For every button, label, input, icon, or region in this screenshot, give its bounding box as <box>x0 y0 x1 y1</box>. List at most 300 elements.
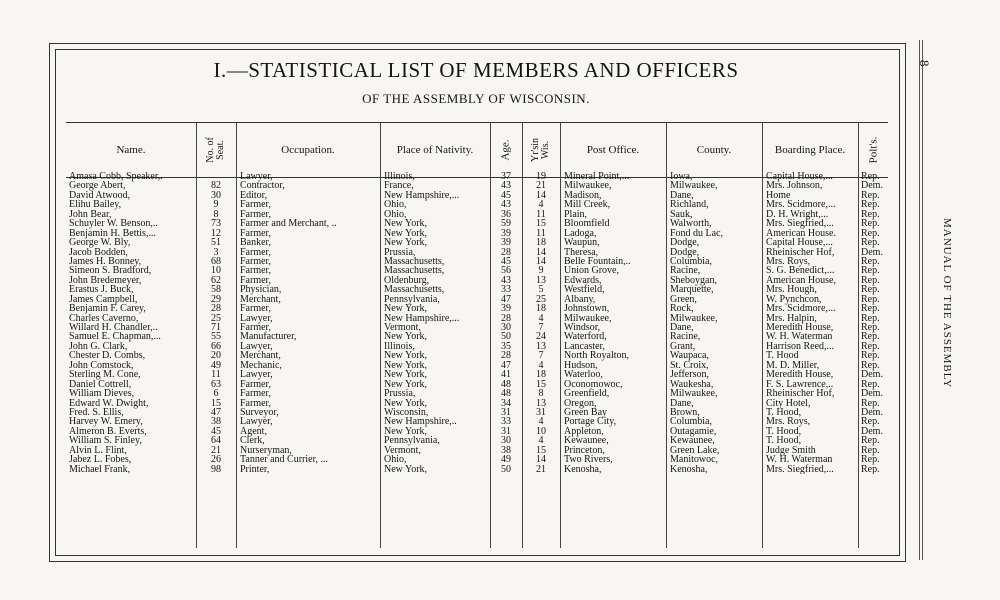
cell-post-office: Milwaukee, <box>564 312 612 324</box>
cell-years: 18 <box>536 369 546 381</box>
cell-name: Willard H. Chandler,.. <box>69 322 158 333</box>
cell-boarding: T. Hood, <box>766 406 802 418</box>
cell-years: 5 <box>538 284 544 296</box>
cell-politics: Dem. <box>861 388 883 400</box>
cell-occupation: Farmer, <box>240 274 271 286</box>
cell-county: Waupaca, <box>670 350 709 362</box>
cell-occupation: Farmer, <box>240 255 271 267</box>
cell-boarding: T. Hood <box>766 350 799 362</box>
cell-county: Manitowoc, <box>670 454 719 466</box>
cell-seat: 82 <box>211 180 221 192</box>
cell-seat: 55 <box>211 331 221 343</box>
cell-post-office: Kewaunee, <box>564 435 609 447</box>
cell-county: Sauk, <box>670 208 693 220</box>
cell-occupation: Tanner and Currier, ... <box>240 454 329 466</box>
cell-years: 25 <box>536 293 546 305</box>
header-county <box>666 122 762 178</box>
cell-occupation: Physician, <box>240 284 282 296</box>
cell-seat: 63 <box>211 378 221 390</box>
cell-age: 39 <box>501 303 511 315</box>
cell-age: 38 <box>501 444 511 456</box>
cell-politics: Rep. <box>861 331 880 343</box>
header-post-office-label: Post Office. <box>586 144 640 156</box>
cell-boarding: American House, <box>766 274 836 286</box>
cell-boarding: Mrs. Siegfried,... <box>766 218 834 230</box>
cell-politics: Dem. <box>861 246 883 258</box>
margin-rule-inner <box>922 40 923 560</box>
cell-nativity: New York, <box>384 331 428 343</box>
cell-politics: Dem. <box>861 406 883 418</box>
cell-county: Milwaukee, <box>670 180 718 192</box>
cell-county: Dane, <box>670 189 694 201</box>
cell-seat: 9 <box>213 199 219 211</box>
cell-post-office: Union Grove, <box>564 265 619 277</box>
cell-post-office: Greenfield, <box>564 388 610 400</box>
cell-name: William Dieves, <box>69 388 135 400</box>
cell-age: 45 <box>501 189 511 201</box>
cell-years: 31 <box>536 406 546 418</box>
cell-seat: 51 <box>211 237 221 249</box>
cell-county: Milwaukee, <box>670 388 718 400</box>
cell-politics: Rep. <box>861 274 880 286</box>
cell-post-office: Princeton, <box>564 444 605 456</box>
cell-nativity: Prussia, <box>384 246 416 258</box>
cell-name: Amasa Cobb, Speaker,. <box>69 172 163 182</box>
cell-age: 45 <box>501 255 511 267</box>
cell-politics: Rep. <box>861 293 880 305</box>
cell-politics: Rep. <box>861 444 880 456</box>
cell-nativity: Wisconsin, <box>384 406 429 418</box>
cell-politics: Rep. <box>861 208 880 220</box>
cell-county: Dane, <box>670 397 694 409</box>
header-nativity <box>380 122 490 178</box>
cell-politics: Rep. <box>861 435 880 447</box>
cell-occupation: Lawyer, <box>240 416 273 428</box>
cell-nativity: Oldenburg, <box>384 274 430 286</box>
column-rule <box>666 122 667 548</box>
cell-age: 41 <box>501 369 511 381</box>
cell-politics: Rep. <box>861 312 880 324</box>
cell-occupation: Manufacturer, <box>240 331 297 343</box>
cell-nativity: Ohio, <box>384 208 407 220</box>
cell-age: 47 <box>501 293 511 305</box>
cell-post-office: Oconomowoc, <box>564 378 623 390</box>
cell-post-office: Portage City, <box>564 416 617 428</box>
cell-occupation: Farmer, <box>240 227 271 239</box>
cell-county: Dane, <box>670 322 694 333</box>
cell-seat: 28 <box>211 303 221 315</box>
cell-occupation: Farmer and Merchant, .. <box>240 218 337 230</box>
cell-years: 14 <box>536 189 546 201</box>
cell-name: Alvin L. Flint, <box>69 444 127 456</box>
cell-nativity: New York, <box>384 359 428 371</box>
cell-name: John G. Clark, <box>69 340 128 352</box>
header-name-label: Name. <box>116 144 146 156</box>
cell-nativity: New Hampshire,... <box>384 189 460 201</box>
cell-years: 14 <box>536 454 546 466</box>
cell-county: Richland, <box>670 199 709 211</box>
cell-politics: Rep. <box>861 172 880 182</box>
cell-boarding: Harrison Reed,... <box>766 340 835 352</box>
header-name <box>66 122 196 178</box>
cell-name: James Campbell, <box>69 293 138 305</box>
cell-county: Sheboygan, <box>670 274 717 286</box>
cell-years: 14 <box>536 255 546 267</box>
cell-nativity: France, <box>384 180 414 192</box>
header-years-label: Yr'sin Wis. <box>530 137 551 163</box>
cell-nativity: New York, <box>384 369 428 381</box>
cell-post-office: Johnstown, <box>564 303 610 315</box>
cell-county: Kewaunee, <box>670 435 715 447</box>
cell-years: 4 <box>538 199 544 211</box>
cell-seat: 45 <box>211 425 221 437</box>
cell-occupation: Banker, <box>240 237 271 249</box>
cell-seat: 11 <box>211 369 221 381</box>
cell-post-office: Waterford, <box>564 331 607 343</box>
cell-name: Chester D. Combs, <box>69 350 146 362</box>
cell-years: 13 <box>536 274 546 286</box>
cell-county: Jefferson, <box>670 369 709 381</box>
cell-county: Dodge, <box>670 237 700 249</box>
cell-years: 24 <box>536 331 546 343</box>
cell-boarding: Meredith House, <box>766 322 834 333</box>
cell-occupation: Lawyer, <box>240 172 273 182</box>
header-seat <box>196 122 236 178</box>
cell-age: 28 <box>501 246 511 258</box>
cell-years: 7 <box>538 350 544 362</box>
cell-politics: Rep. <box>861 303 880 315</box>
column-post-office <box>564 172 664 474</box>
cell-county: Milwaukee, <box>670 312 718 324</box>
cell-politics: Rep. <box>861 397 880 409</box>
cell-politics: Rep. <box>861 454 880 466</box>
cell-seat: 12 <box>211 227 221 239</box>
page-subtitle: OF THE ASSEMBLY OF WISCONSIN. <box>362 91 590 106</box>
cell-nativity: New York, <box>384 463 428 474</box>
cell-years: 11 <box>536 227 546 239</box>
header-occupation <box>236 122 380 178</box>
cell-post-office: North Royalton, <box>564 350 629 362</box>
cell-occupation: Editor, <box>240 189 268 201</box>
cell-seat: 25 <box>211 312 221 324</box>
margin-rule <box>919 40 920 560</box>
column-rule <box>380 122 381 548</box>
cell-seat: 3 <box>213 246 219 258</box>
cell-name: Harvey W. Emery, <box>69 416 143 428</box>
cell-seat: 26 <box>211 454 221 466</box>
header-occupation-label: Occupation. <box>281 144 335 156</box>
cell-name: Benjamin H. Bettis,... <box>69 227 156 239</box>
cell-boarding: Home <box>766 189 791 201</box>
cell-seat: 66 <box>211 340 221 352</box>
column-rule <box>762 122 763 548</box>
cell-age: 59 <box>501 218 511 230</box>
cell-age: 33 <box>501 284 511 296</box>
cell-boarding: T. Hood, <box>766 425 802 437</box>
cell-name: James H. Bonney, <box>69 255 142 267</box>
cell-nativity: New York, <box>384 425 428 437</box>
cell-politics: Rep. <box>861 265 880 277</box>
cell-occupation: Farmer, <box>240 265 271 277</box>
cell-boarding: Mrs. Roys, <box>766 255 811 267</box>
column-boarding <box>766 172 856 474</box>
cell-name: William S. Finley, <box>69 435 142 447</box>
cell-politics: Rep. <box>861 227 880 239</box>
cell-boarding: F. S. Lawrence,.. <box>766 378 834 390</box>
cell-boarding: Capital House,... <box>766 237 833 249</box>
cell-nativity: Illinois, <box>384 172 415 182</box>
header-politics-label: Polt's. <box>867 136 879 164</box>
cell-years: 19 <box>536 172 546 182</box>
cell-name: Sterling M. Cone, <box>69 369 141 381</box>
column-name <box>69 172 194 474</box>
cell-years: 11 <box>536 208 546 220</box>
cell-age: 48 <box>501 378 511 390</box>
cell-name: Charles Caverno, <box>69 312 139 324</box>
cell-county: Dodge, <box>670 246 700 258</box>
cell-nativity: Pennsylvania, <box>384 435 440 447</box>
cell-years: 4 <box>538 435 544 447</box>
column-rule <box>196 122 197 548</box>
header-boarding <box>762 122 858 178</box>
header-seat-label: No. of Seat. <box>205 137 226 163</box>
cell-seat: 47 <box>211 406 221 418</box>
cell-nativity: Prussia, <box>384 388 416 400</box>
cell-seat: 15 <box>211 397 221 409</box>
cell-occupation: Mechanic, <box>240 359 282 371</box>
cell-occupation: Agent, <box>240 425 267 437</box>
cell-seat: 6 <box>213 388 219 400</box>
cell-politics: Dem. <box>861 369 883 381</box>
cell-politics: Rep. <box>861 340 880 352</box>
header-county-label: County. <box>696 144 732 156</box>
column-rule <box>236 122 237 548</box>
header-age-label: Age. <box>499 139 512 161</box>
cell-county: Green Lake, <box>670 444 720 456</box>
cell-years: 15 <box>536 444 546 456</box>
cell-nativity: Massachusetts, <box>384 284 445 296</box>
header-boarding-label: Boarding Place. <box>774 144 846 156</box>
cell-post-office: Westfield, <box>564 284 605 296</box>
cell-politics: Dem. <box>861 180 883 192</box>
cell-seat: 64 <box>211 435 221 447</box>
cell-politics: Rep. <box>861 359 880 371</box>
cell-politics: Rep. <box>861 416 880 428</box>
cell-post-office: Green Bay <box>564 406 608 418</box>
column-years <box>524 172 558 474</box>
cell-age: 49 <box>501 454 511 466</box>
cell-name: George Abert, <box>69 180 126 192</box>
cell-county: St. Croix, <box>670 359 709 371</box>
cell-post-office: Two Rivers, <box>564 454 613 466</box>
cell-years: 15 <box>536 218 546 230</box>
cell-name: Fred. S. Ellis, <box>69 406 124 418</box>
cell-years: 9 <box>538 265 544 277</box>
cell-boarding: American House. <box>766 227 836 239</box>
cell-occupation: Farmer, <box>240 303 271 315</box>
cell-years: 18 <box>536 237 546 249</box>
cell-county: Rock, <box>670 303 694 315</box>
cell-post-office: Appleton, <box>564 425 604 437</box>
cell-seat: 8 <box>213 208 219 220</box>
cell-politics: Rep. <box>861 189 880 201</box>
cell-seat: 30 <box>211 189 221 201</box>
cell-occupation: Surveyor, <box>240 406 279 418</box>
cell-boarding: Mrs. Johnson, <box>766 180 823 192</box>
cell-county: Walworth, <box>670 218 712 230</box>
cell-age: 30 <box>501 435 511 447</box>
cell-occupation: Farmer, <box>240 199 271 211</box>
cell-occupation: Farmer, <box>240 397 271 409</box>
cell-years: 21 <box>536 463 546 474</box>
cell-years: 10 <box>536 425 546 437</box>
cell-years: 4 <box>538 312 544 324</box>
cell-name: Erastus J. Buck, <box>69 284 134 296</box>
cell-occupation: Farmer, <box>240 378 271 390</box>
cell-age: 47 <box>501 359 511 371</box>
cell-boarding: Rheinischer Hof, <box>766 246 835 258</box>
column-politics <box>861 172 889 474</box>
cell-occupation: Farmer, <box>240 208 271 220</box>
cell-years: 13 <box>536 397 546 409</box>
cell-age: 37 <box>501 172 511 182</box>
cell-nativity: New York, <box>384 397 428 409</box>
cell-post-office: Madison, <box>564 189 602 201</box>
cell-age: 28 <box>501 312 511 324</box>
cell-boarding: Mrs. Siegfried,... <box>766 463 834 474</box>
cell-politics: Rep. <box>861 284 880 296</box>
cell-politics: Rep. <box>861 350 880 362</box>
cell-county: Columbia, <box>670 416 712 428</box>
cell-age: 33 <box>501 416 511 428</box>
cell-county: Columbia, <box>670 255 712 267</box>
cell-seat: 71 <box>211 322 221 333</box>
cell-post-office: Mineral Point,... <box>564 172 630 182</box>
cell-seat: 21 <box>211 444 221 456</box>
cell-post-office: Windsor, <box>564 322 601 333</box>
cell-post-office: Kenosha, <box>564 463 602 474</box>
cell-name: David Atwood, <box>69 189 131 201</box>
cell-name: Schuyler W. Benson,.. <box>69 218 158 230</box>
cell-name: Almeron B. Everts, <box>69 425 147 437</box>
cell-seat: 10 <box>211 265 221 277</box>
cell-age: 36 <box>501 208 511 220</box>
cell-age: 35 <box>501 340 511 352</box>
cell-name: Daniel Cottrell, <box>69 378 132 390</box>
cell-post-office: Mill Creek, <box>564 199 611 211</box>
cell-years: 14 <box>536 246 546 258</box>
cell-nativity: Massachusetts, <box>384 255 445 267</box>
cell-boarding: W. Pynchcon, <box>766 293 822 305</box>
cell-age: 39 <box>501 227 511 239</box>
cell-post-office: Edwards, <box>564 274 602 286</box>
cell-nativity: New Hampshire,.. <box>384 416 457 428</box>
cell-boarding: D. H. Wright,... <box>766 208 829 220</box>
cell-years: 7 <box>538 322 544 333</box>
cell-years: 8 <box>538 388 544 400</box>
cell-nativity: New Hampshire,... <box>384 312 460 324</box>
cell-boarding: M. D. Miller, <box>766 359 820 371</box>
cell-seat: 98 <box>211 463 221 474</box>
cell-politics: Rep. <box>861 237 880 249</box>
cell-age: 43 <box>501 180 511 192</box>
cell-county: Kenosha, <box>670 463 708 474</box>
cell-name: Edward W. Dwight, <box>69 397 149 409</box>
cell-post-office: Theresa, <box>564 246 599 258</box>
cell-age: 43 <box>501 199 511 211</box>
cell-name: Jabez L. Fobes, <box>69 454 132 466</box>
cell-nativity: Massachusetts, <box>384 265 445 277</box>
cell-boarding: W. H. Waterman <box>766 331 833 343</box>
cell-seat: 49 <box>211 359 221 371</box>
cell-seat: 20 <box>211 350 221 362</box>
cell-county: Iowa, <box>670 172 693 182</box>
running-head: MANUAL OF THE ASSEMBLY <box>941 218 953 389</box>
page-number: 8 <box>917 60 932 67</box>
column-nativity <box>384 172 488 474</box>
cell-politics: Dem. <box>861 425 883 437</box>
cell-politics: Rep. <box>861 218 880 230</box>
cell-years: 18 <box>536 303 546 315</box>
cell-boarding: Rheinischer Hof, <box>766 388 835 400</box>
cell-occupation: Farmer, <box>240 322 271 333</box>
cell-seat: 38 <box>211 416 221 428</box>
cell-politics: Rep. <box>861 255 880 267</box>
cell-county: Racine, <box>670 331 701 343</box>
cell-occupation: Farmer, <box>240 388 271 400</box>
header-age <box>490 122 522 178</box>
cell-boarding: Mrs. Scidmore,... <box>766 199 836 211</box>
cell-boarding: Mrs. Scidmore,... <box>766 303 836 315</box>
cell-post-office: Lancaster, <box>564 340 605 352</box>
cell-occupation: Printer, <box>240 463 270 474</box>
cell-politics: Rep. <box>861 378 880 390</box>
cell-boarding: Meredith House, <box>766 369 834 381</box>
column-rule <box>490 122 491 548</box>
cell-post-office: Albany, <box>564 293 596 305</box>
cell-boarding: W. H. Waterman <box>766 454 833 466</box>
cell-nativity: Ohio, <box>384 454 407 466</box>
cell-county: Racine, <box>670 265 701 277</box>
cell-occupation: Merchant, <box>240 350 281 362</box>
cell-age: 39 <box>501 237 511 249</box>
cell-nativity: New York, <box>384 350 428 362</box>
cell-county: Green, <box>670 293 697 305</box>
cell-name: Elihu Bailey, <box>69 199 122 211</box>
column-rule <box>522 122 523 548</box>
cell-age: 34 <box>501 397 511 409</box>
cell-county: Grant, <box>670 340 696 352</box>
cell-occupation: Lawyer, <box>240 340 273 352</box>
cell-name: Benjamin F. Carey, <box>69 303 146 315</box>
cell-county: Fond du Lac, <box>670 227 724 239</box>
cell-seat: 68 <box>211 255 221 267</box>
cell-occupation: Nurseryman, <box>240 444 292 456</box>
cell-name: Samuel E. Chapman,... <box>69 331 161 343</box>
column-seat <box>198 172 234 474</box>
cell-name: Michael Frank, <box>69 463 131 474</box>
cell-nativity: New York, <box>384 378 428 390</box>
cell-county: Waukesha, <box>670 378 714 390</box>
cell-post-office: Milwaukee, <box>564 180 612 192</box>
cell-post-office: Belle Fountain,.. <box>564 255 631 267</box>
cell-nativity: Vermont, <box>384 322 421 333</box>
cell-boarding: S. G. Benedict,... <box>766 265 835 277</box>
cell-boarding: City Hotel, <box>766 397 811 409</box>
column-occupation <box>240 172 378 474</box>
cell-years: 15 <box>536 378 546 390</box>
cell-age: 31 <box>501 406 511 418</box>
